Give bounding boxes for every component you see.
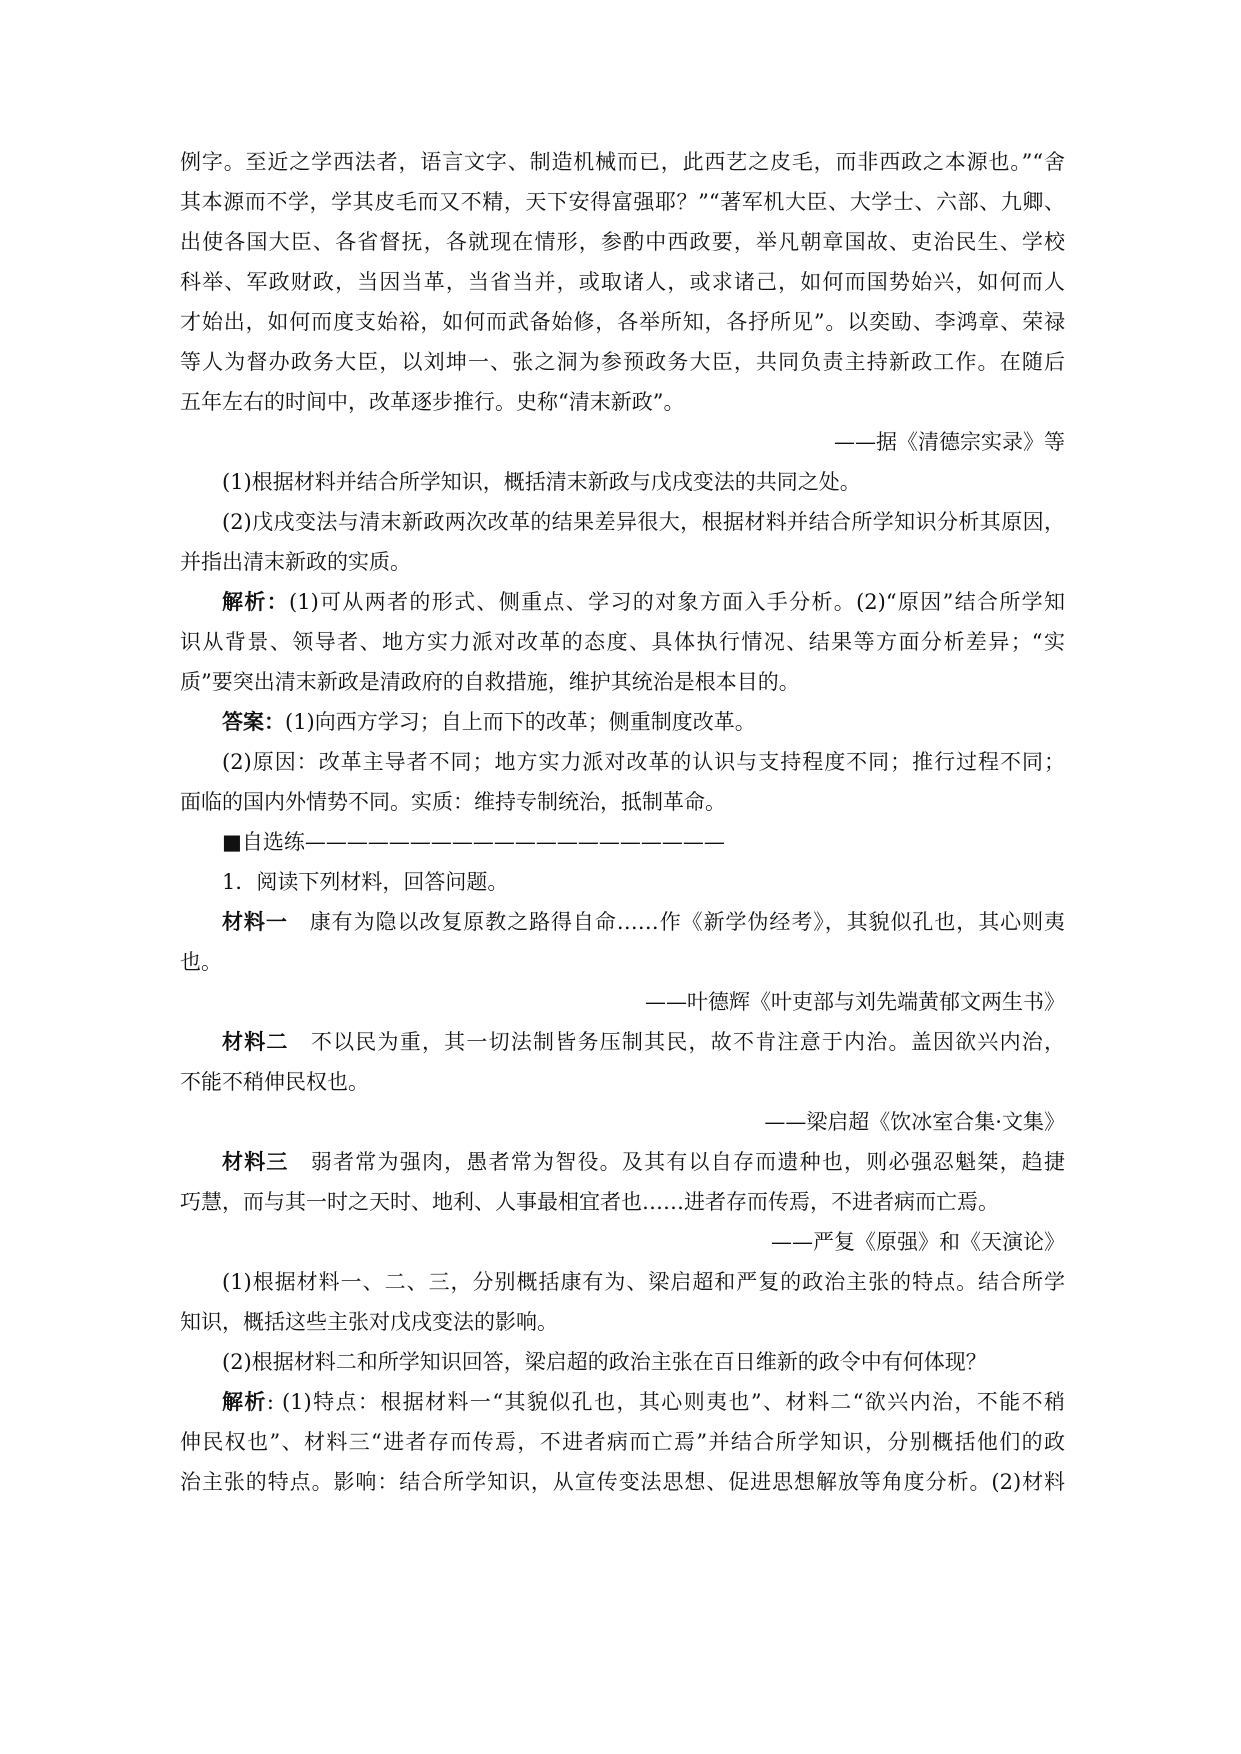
question-2 xyxy=(180,502,1065,582)
material-text: 康有为隐以改复原教之路得自命……作《新学伪经考》，其貌似孔也，其心则夷 xyxy=(287,910,1065,934)
question-3 xyxy=(180,1262,1065,1342)
source-citation: ——梁启超《饮冰室合集·文集》 xyxy=(764,1110,1065,1134)
question-4: (2)根据材料二和所学知识回答，梁启超的政治主张在百日维新的政令中有何体现？ xyxy=(222,1350,987,1374)
analysis-text: : (1)特点：根据材料一“其貌似孔也，其心则夷也”、材料二“欲兴内治，不能不稍 xyxy=(266,1390,1065,1414)
text-line: 其本源而不学，学其皮毛而又不精，天下安得富强耶？”“著军机大臣、大学士、六部、九卿、 xyxy=(180,190,1065,214)
text-line: 科举、军政财政，当因当革，当省当并，或取诸人，或求诸己，如何而国势始兴，如何而人 xyxy=(180,270,1065,294)
text-line: 伸民权也”、材料三“进者存而传焉，不进者病而亡焉”并结合所学知识，分别概括他们的政 xyxy=(180,1430,1065,1454)
material-label: 材料二 xyxy=(222,1029,289,1054)
text-line: (1)根据材料一、二、三，分别概括康有为、梁启超和严复的政治主张的特点。结合所学 xyxy=(222,1270,1065,1294)
source-citation: ——严复《原强》和《天演论》 xyxy=(771,1230,1065,1254)
text-line: 巧慧，而与其一时之天时、地利、人事最相宜者也……进者存而传焉，不进者病而亡焉。 xyxy=(180,1190,999,1214)
question-1: (1)根据材料并结合所学知识，概括清末新政与戊戌变法的共同之处。 xyxy=(222,470,861,494)
analysis-block-2 xyxy=(180,1382,1065,1502)
text-line: 质”要突出清末新政是清政府的自救措施，维护其统治是根本目的。 xyxy=(180,670,800,694)
section-heading: ■自选练———————————————————— xyxy=(222,830,725,854)
material-text: 不以民为重，其一切法制皆务压制其民，故不肯注意于内治。盖因欲兴内治， xyxy=(288,1030,1065,1054)
analysis-text: (1)可从两者的形式、侧重点、学习的对象方面入手分析。(2)“原因”结合所学知 xyxy=(289,590,1065,614)
material-2 xyxy=(180,1022,1065,1142)
text-line xyxy=(180,902,1065,942)
analysis-block xyxy=(180,582,1065,702)
analysis-label: 解析 xyxy=(222,1389,267,1414)
text-line: (2)戊戌变法与清末新政两次改革的结果差异很大，根据材料并结合所学知识分析其原因， xyxy=(222,510,1065,534)
material-label: 材料一 xyxy=(222,909,288,934)
answer-text: (1)向西方学习；自上而下的改革；侧重制度改革。 xyxy=(285,710,756,734)
material-text: 弱者常为强肉，愚者常为智役。及其有以自存而遗种也，则必强忍魁桀，趋捷 xyxy=(288,1150,1065,1174)
text-line: 例字。至近之学西法者，语言文字、制造机械而已，此西艺之皮毛，而非西政之本源也。”“舍 xyxy=(180,150,1065,174)
text-line: 才始出，如何而度支始裕，如何而武备始修，各举所知，各抒所见”。以奕劻、李鸿章、荣禄 xyxy=(180,310,1065,334)
text-line: 等人为督办政务大臣，以刘坤一、张之洞为参预政务大臣，共同负责主持新政工作。在随后 xyxy=(180,350,1065,374)
analysis-label: 解析： xyxy=(222,589,290,614)
source-citation: ——叶德辉《叶吏部与刘先端黄郁文两生书》 xyxy=(645,990,1065,1014)
text-line xyxy=(180,582,1065,622)
material-1 xyxy=(180,902,1065,1022)
source-citation: ——据《清德宗实录》等 xyxy=(834,430,1065,454)
material-3 xyxy=(180,1142,1065,1262)
material-label: 材料三 xyxy=(222,1149,289,1174)
text-line: 并指出清末新政的实质。 xyxy=(180,550,411,574)
text-line xyxy=(180,1382,1065,1422)
text-line xyxy=(180,1022,1065,1062)
text-line: 知识，概括这些主张对戊戌变法的影响。 xyxy=(180,1310,558,1334)
answer-label: 答案： xyxy=(222,709,285,734)
text-line: 识从背景、领导者、地方实力派对改革的态度、具体执行情况、结果等方面分析差异；“实 xyxy=(180,630,1065,654)
text-line: 面临的国内外情势不同。实质：维持专制统治，抵制革命。 xyxy=(180,790,726,814)
text-line: (2)原因：改革主导者不同；地方实力派对改革的认识与支持程度不同；推行过程不同； xyxy=(222,750,1065,774)
paragraph-material xyxy=(180,142,1065,422)
text-line: 不能不稍伸民权也。 xyxy=(180,1070,369,1094)
document-page xyxy=(180,142,1065,1502)
answer-block xyxy=(180,702,1065,822)
text-line: 也。 xyxy=(180,950,222,974)
text-line: 出使各国大臣、各省督抚，各就现在情形，参酌中西政要，举凡朝章国故、吏治民生、学校 xyxy=(180,230,1065,254)
text-line xyxy=(180,1142,1065,1182)
text-line xyxy=(180,702,1065,742)
text-line: 治主张的特点。影响：结合所学知识，从宣传变法思想、促进思想解放等角度分析。(2)材料 xyxy=(180,1470,1065,1494)
task-instruction: 1．阅读下列材料，回答问题。 xyxy=(222,870,509,894)
text-line: 五年左右的时间中，改革逐步推行。史称“清末新政”。 xyxy=(180,390,685,414)
